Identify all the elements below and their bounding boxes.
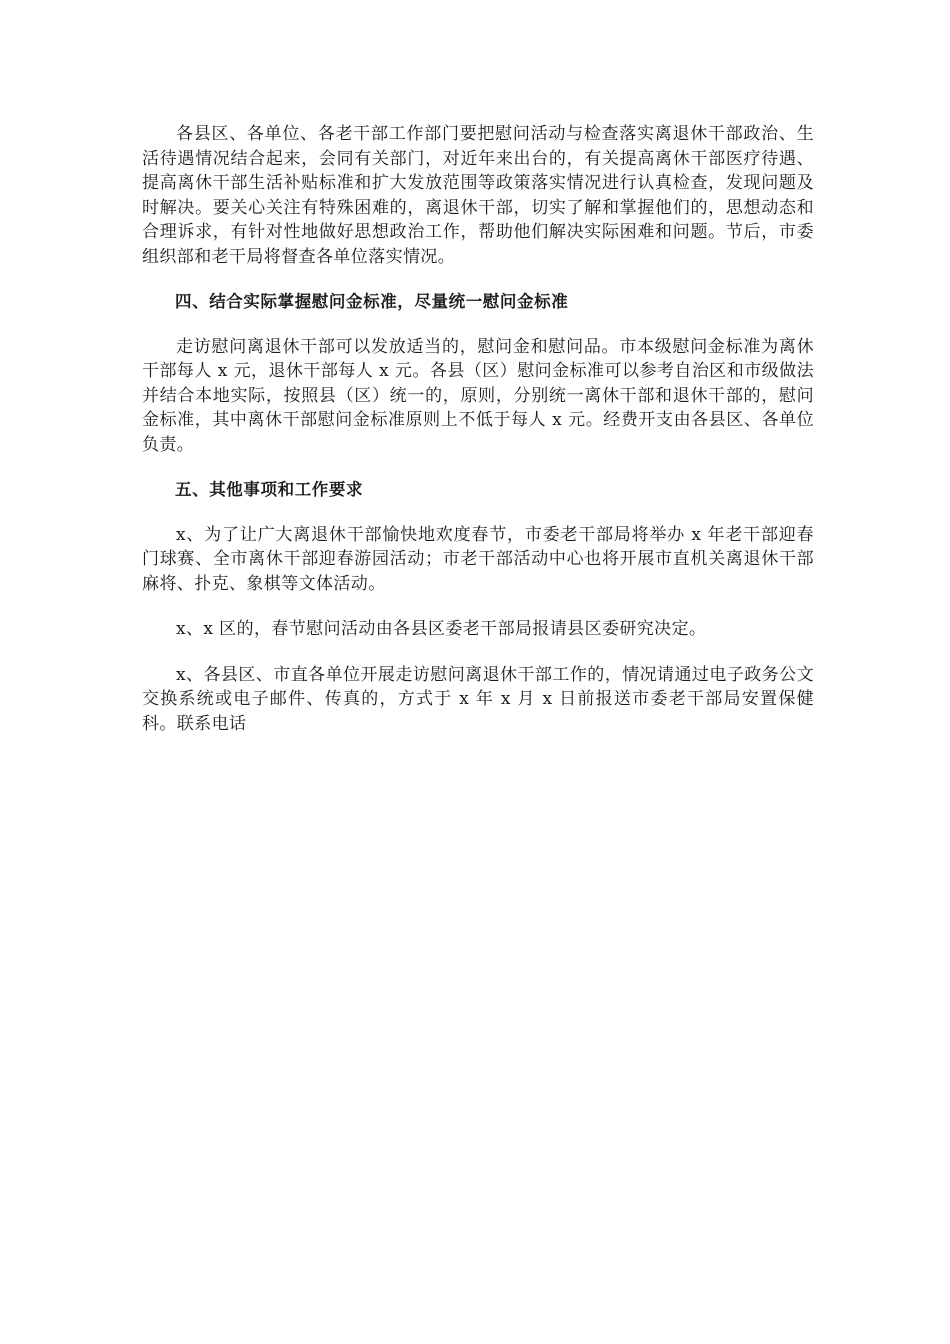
section-heading-4: 四、结合实际掌握慰问金标准，尽量统一慰问金标准 [175, 292, 569, 311]
paragraph-inspection: 各县区、各单位、各老干部工作部门要把慰问活动与检查落实离退休干部政治、生活待遇情况结合起来，会同有关部门，对近年来出台的，有关提高离休干部医疗待遇、提高离休干部生活补贴标准和扩大发放范围等政策落实情况进行认真检查，发现问题及时解决。要关心关注有特殊困难的，离退休干部，切实了解和掌握他们的，思想动态和合理诉求，有针对性地做好思想政治工作，帮助他们解决实际困难和问题。节后，市委组织部和老干局将督查各单位落实情况。 [142, 124, 814, 267]
paragraph-district: x、x 区的，春节慰问活动由各县区委老干部局报请县区委研究决定。 [176, 619, 707, 639]
section-heading-5: 五、其他事项和工作要求 [175, 480, 364, 499]
paragraph-activities: x、为了让广大离退休干部愉快地欢度春节，市委老干部局将举办 x 年老干部迎春门球赛、全市离休干部迎春游园活动；市老干部活动中心也将开展市直机关离退休干部麻将、扑克、象棋等文体活动。 [142, 524, 814, 594]
document-body [142, 122, 814, 757]
paragraph-condolence-standard: 走访慰问离退休干部可以发放适当的，慰问金和慰问品。市本级慰问金标准为离休干部每人 x 元，退休干部每人 x 元。各县（区）慰问金标准可以参考自治区和市级做法并结合本地实际，按照县（区）统一的，原则，分别统一离休干部和退休干部的，慰问金标准，其中离休干部慰问金标准原则上不低于每人 x 元。经费开支由各县区、各单位负责。 [142, 336, 814, 455]
paragraph-reporting: x、各县区、市直各单位开展走访慰问离退休干部工作的，情况请通过电子政务公文交换系统或电子邮件、传真的，方式于 x 年 x 月 x 日前报送市委老干部局安置保健科。联系电话 [142, 664, 814, 734]
